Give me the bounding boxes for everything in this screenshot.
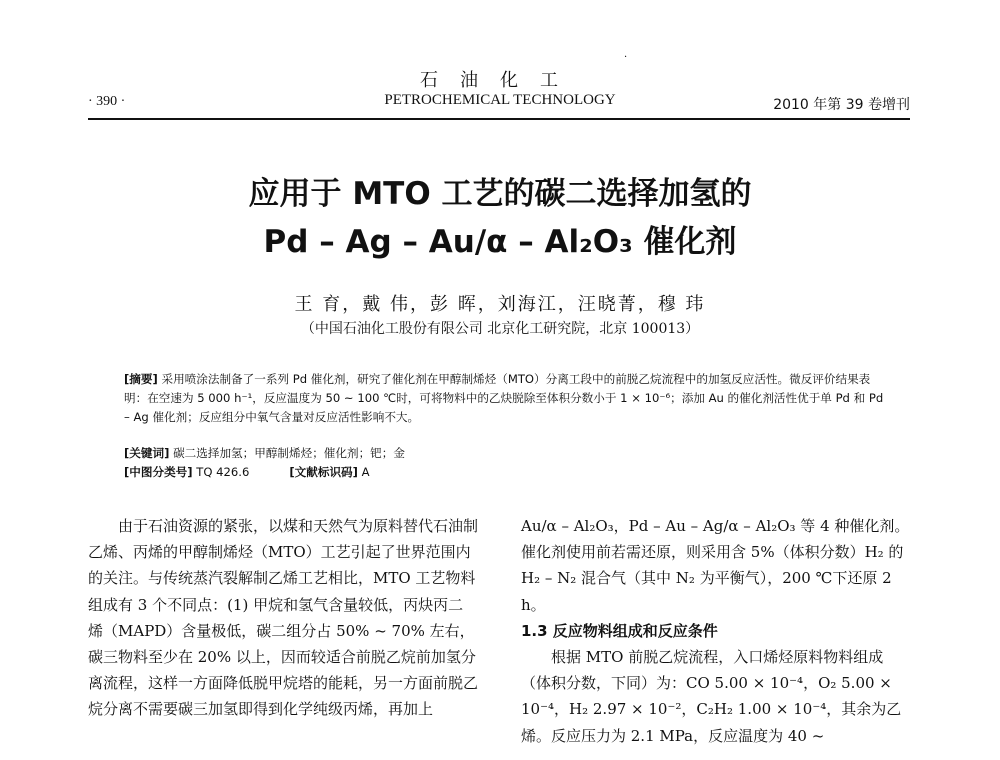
affiliation: （中国石油化工股份有限公司 北京化工研究院，北京 100013）: [300, 321, 700, 337]
abstract: [124, 370, 890, 427]
doc-code-value: A: [361, 465, 370, 479]
classification-value: TQ 426.6: [196, 465, 250, 479]
doc-code-label: [文献标识码]: [289, 465, 358, 479]
issue-info: 2010 年第 39 卷增刊: [773, 97, 910, 113]
article-title-line2: Pd – Ag – Au/α – Al₂O₃ 催化剂: [263, 224, 737, 260]
header-rule: [88, 118, 910, 120]
decorative-dot: ·: [624, 52, 628, 63]
keywords-text: 碳二选择加氢；甲醇制烯烃；催化剂；钯；金: [173, 446, 405, 460]
author-list: 王 育，戴 伟，彭 晖，刘海江，汪晓菁，穆 玮: [294, 294, 706, 315]
body-right-column: [521, 513, 911, 749]
keywords-label: [关键词]: [124, 446, 170, 460]
body-paragraph: 根据 MTO 前脱乙烷流程，入口烯烃原料物料组成（体积分数，下同）为：CO 5.00 × 10⁻⁴，O₂ 5.00 × 10⁻⁴，H₂ 2.97 × 10⁻²，C₂H₂ 1.00 × 10⁻⁴，其余为乙烯。反应压力为 2.1 MPa，反应温度为 40 ~: [521, 648, 902, 745]
keywords-block: [124, 444, 890, 463]
classification-label: [中图分类号]: [124, 465, 193, 479]
journal-title-en: PETROCHEMICAL TECHNOLOGY: [384, 92, 616, 108]
body-paragraph: 由于石油资源的紧张，以煤和天然气为原料替代石油制乙烯、丙烯的甲醇制烯烃（MTO）工艺引起了世界范围内的关注。与传统蒸汽裂解制乙烯工艺相比，MTO 工艺物料组成有 3 个不同点：(1) 甲烷和氢气含量较低，丙炔丙二烯（MAPD）含量极低，碳二组分占 50% ~ 70% 左右，碳三物料至少在 20% 以上，因而较适合前脱乙烷前加氢分离流程，这样一方面降低脱甲烷塔的能耗，另一方面前脱乙烷分离不需要碳三加氢即得到化学纯级丙烯，再加上: [88, 517, 479, 719]
abstract-text: 采用喷涂法制备了一系列 Pd 催化剂，研究了催化剂在甲醇制烯烃（MTO）分离工段中的前脱乙烷流程中的加氢反应活性。微反评价结果表明：在空速为 5 000 h⁻¹，反应温度为 50 ~ 100 ℃时，可将物料中的乙炔脱除至体积分数小于 1 × 10⁻⁶；添加 Au 的催化剂活性优于单 Pd 和 Pd – Ag 催化剂；反应组分中氧气含量对反应活性影响不大。: [124, 372, 884, 424]
body-left-column: [88, 513, 478, 723]
body-paragraph: Au/α – Al₂O₃，Pd – Au – Ag/α – Al₂O₃ 等 4 种催化剂。催化剂使用前若需还原，则采用含 5%（体积分数）H₂ 的 H₂ – N₂ 混合气（其中 N₂ 为平衡气），200 ℃下还原 2 h。: [521, 517, 910, 614]
abstract-label: [摘要]: [124, 372, 158, 386]
classification-block: [124, 463, 890, 482]
section-heading: 1.3 反应物料组成和反应条件: [521, 621, 718, 640]
article-title-line1: 应用于 MTO 工艺的碳二选择加氢的: [248, 176, 752, 212]
journal-title-cn: 石油化工: [420, 70, 580, 91]
abstract-block: [124, 370, 890, 427]
page-number: · 390 ·: [88, 94, 126, 109]
